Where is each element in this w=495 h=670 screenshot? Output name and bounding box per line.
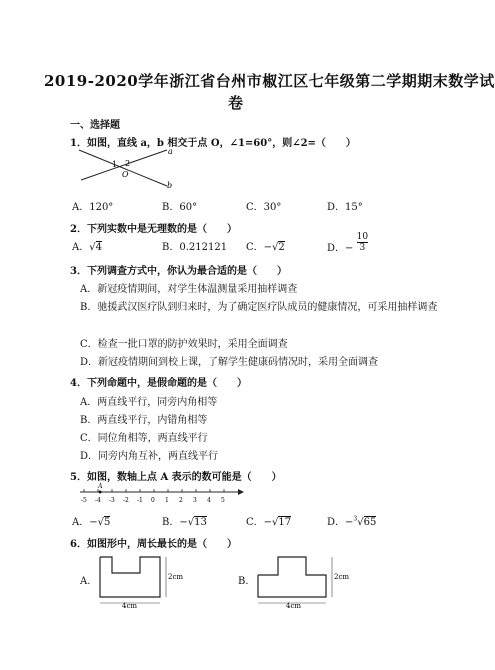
q5-tick-label: 1 [165,497,169,504]
arrow-right-icon [238,489,244,495]
q1-angle-1: 1 [112,160,118,169]
q1-angle-2: 2 [125,159,131,168]
q6-figure-a-bottom-label: 4cm [122,602,138,610]
q5-point-a [99,491,102,494]
q2-option-a [72,238,102,253]
q2-option-d-prefix: D．− [327,243,354,254]
q1-point-o: O [122,170,129,179]
q3-stem: 3．下列调查方式中，你认为最合适的是（ ） [70,266,287,277]
q5-option-a-prefix: A．− [72,517,98,528]
q1-option-d: D．15° [327,202,363,213]
q5-tick-label: 3 [193,497,197,504]
q6-figure-b-bottom-label: 4cm [286,602,302,610]
q5-option-d-radicand: 65 [363,517,377,528]
q5-tick-label: -1 [137,497,143,504]
q5-tick-label: -4 [95,497,101,504]
q5-option-a [72,513,110,528]
q2-option-d-numerator: 10 [356,232,369,242]
q5-option-a-radicand: 5 [103,517,111,528]
q5-option-d-index: 3 [353,515,358,523]
q5-option-b-radicand: 13 [194,517,207,528]
q2-stem: 2．下列实数中是无理数的是（ ） [70,224,237,235]
sqrt-icon: √ [187,517,195,528]
q1-label-b: b [167,181,173,190]
q5-option-c [246,513,291,528]
q5-tick-label: -3 [109,497,115,504]
q3-option-b: B．驰援武汉医疗队到归来时，为了确定医疗队成员的健康情况，可采用抽样调查 [80,302,438,313]
q5-option-d-prefix: D．− [327,517,354,528]
q3-option-d: D．新冠疫情期间到校上课，了解学生健康码情况时，采用全面调查 [80,357,379,368]
q5-option-d [327,513,376,528]
q1-option-c: C．30° [246,202,282,213]
q1-option-b: B．60° [162,202,198,213]
q6-stem: 6．如图形中，周长最长的是（ ） [70,539,237,550]
q6-fig-a-label: A. [80,576,91,587]
q2-option-a-radicand: 4 [95,242,102,253]
q6-fig-b-label: B. [238,576,249,587]
q2-option-b: B．0.212121 [162,242,228,253]
q2-option-c-prefix: C．− [246,242,273,253]
sqrt-icon: √ [357,517,364,528]
q6-figure-a-shape [100,557,160,597]
q6-figure-b [254,553,350,610]
q1-stem: 1．如图，直线 a，b 相交于点 O，∠1=60°，则∠2=（ ） [70,138,356,149]
q3-option-a: A．新冠疫情期间，对学生体温测量采用抽样调查 [80,284,298,295]
q5-option-b-prefix: B．− [162,517,188,528]
q5-option-b [162,513,207,528]
q4-option-b: B．两直线平行，内错角相等 [80,415,208,426]
sqrt-icon: √ [97,517,104,528]
sqrt-icon: √ [272,517,279,528]
q2-option-a-prefix: A． [72,242,90,253]
q6-figure-a [94,553,186,609]
q2-option-c [246,238,285,253]
q5-stem: 5．如图，数轴上点 A 表示的数可能是（ ） [70,472,282,483]
q5-tick-label: -2 [123,497,129,504]
q5-number-line [76,482,246,510]
q2-option-c-radicand: 2 [278,242,285,253]
sqrt-icon: √ [272,242,279,253]
q1-option-a: A．120° [72,202,114,213]
q4-option-a: A．两直线平行，同旁内角相等 [80,397,218,408]
section-heading: 一、选择题 [70,120,120,131]
exam-title-line1: 2019-2020学年浙江省台州市椒江区七年级第二学期期末数学试 [44,72,495,90]
q5-tick-label: -5 [81,497,87,504]
q6-figure-a-side-label: 2cm [168,573,184,581]
q4-option-d: D．同旁内角互补，两直线平行 [80,451,219,462]
q6-figure-b-shape [258,557,326,597]
q5-option-c-radicand: 17 [278,517,292,528]
q4-option-c: C．同位角相等，两直线平行 [80,433,208,444]
q4-stem: 4．下列命题中，是假命题的是（ ） [70,378,247,389]
q5-point-a-label: A [98,483,103,490]
exam-title-line2: 卷 [228,94,244,112]
q1-intersecting-lines-figure [75,144,175,190]
q5-tick-label: 0 [151,497,155,504]
q1-label-a: a [168,147,173,156]
sqrt-icon: √ [89,242,96,253]
q3-option-c: C．检查一批口罩的防护效果时，采用全面调查 [80,339,288,350]
q6-figure-b-side-label: 2cm [334,573,350,581]
q5-tick-label: 4 [207,497,211,504]
q5-tick-label: 2 [179,497,183,504]
q2-option-d [327,232,368,253]
q5-option-c-prefix: C．− [246,517,273,528]
q1-line-b [79,150,167,186]
q2-option-d-denominator: 3 [359,243,366,253]
q5-tick-label: 5 [221,497,225,504]
